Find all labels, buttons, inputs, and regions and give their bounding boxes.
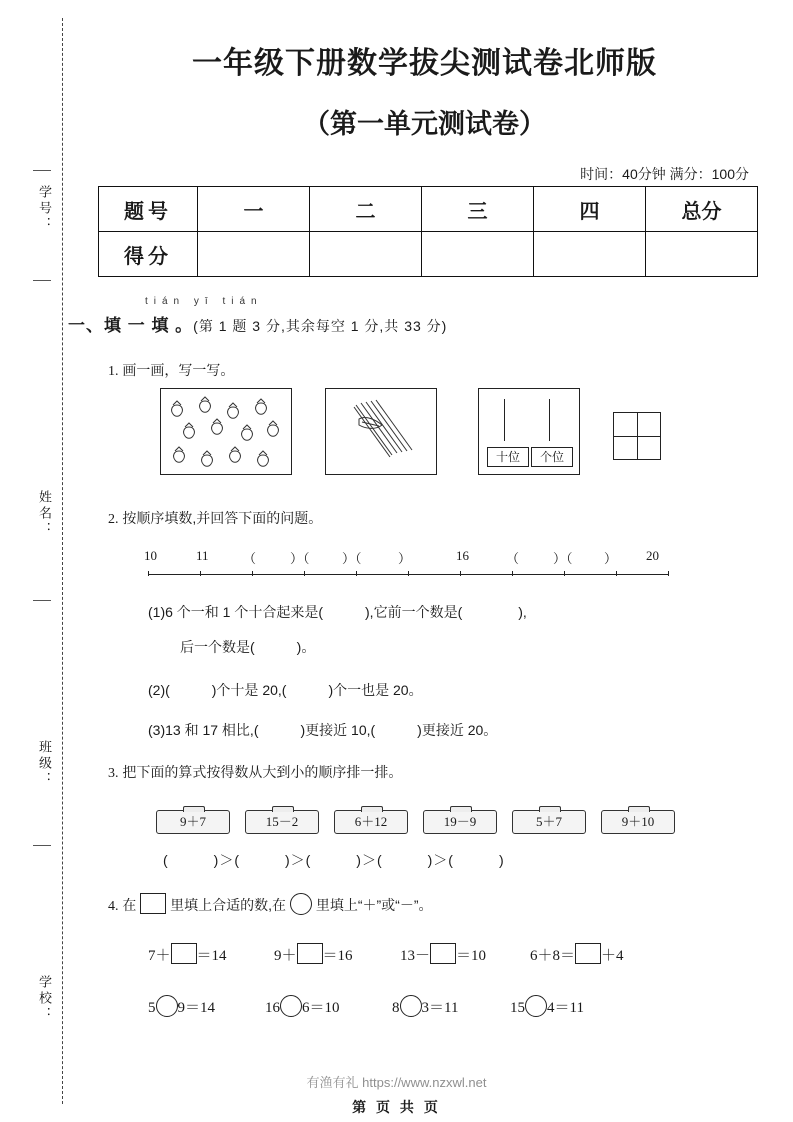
score-cell-1[interactable] <box>198 232 310 277</box>
table-row-header <box>99 187 758 232</box>
strawberry-picture-box <box>160 388 292 475</box>
question-2-sub-2: (2)( )个十是 20,( )个一也是 20。 <box>148 682 423 698</box>
answer-circle-icon[interactable] <box>400 995 422 1017</box>
expression-card-3[interactable] <box>334 810 408 834</box>
q4-r2-i4-right: 4＝11 <box>547 1000 584 1016</box>
number-line-label-10: 10 <box>144 548 157 563</box>
score-col-2: 二 <box>310 187 422 232</box>
side-label-xuexiao: 学校： <box>37 975 52 1023</box>
side-label-banji: 班级： <box>37 740 52 788</box>
tens-stick-1 <box>504 399 505 441</box>
q4-r1-i4-right: ＋4 <box>601 948 624 964</box>
q4-r2-i1-right: 9＝14 <box>177 1000 216 1016</box>
card-tab-icon <box>361 806 383 812</box>
q4-r2-i2-left: 16 <box>265 1000 280 1016</box>
number-line-tick <box>408 571 409 576</box>
card-tab-icon <box>272 806 294 812</box>
q4-r1-i1-right: ＝14 <box>196 948 227 964</box>
side-divider-3 <box>33 600 51 601</box>
side-divider-2 <box>33 280 51 281</box>
question-3-number: 3. <box>108 766 119 781</box>
number-line-blank-6[interactable]: ）（ <box>553 551 573 566</box>
score-row-label-1: 题号 <box>99 187 198 232</box>
number-line-tick <box>304 571 305 576</box>
stick-bundle-picture-box <box>325 388 437 475</box>
score-col-1: 一 <box>198 187 310 232</box>
number-line-blank-4[interactable]: ） <box>398 551 412 566</box>
answer-box-icon[interactable] <box>575 943 601 964</box>
expression-card-4-label: 19－9 <box>443 814 477 829</box>
question-3-answer-line[interactable]: ( )＞( )＞( )＞( )＞( ) <box>163 852 505 868</box>
stick-bundle-icon <box>326 389 436 474</box>
q4-r2-i2-right: 6＝10 <box>302 1000 340 1016</box>
score-col-4: 四 <box>534 187 646 232</box>
answer-circle-icon[interactable] <box>280 995 302 1017</box>
q4-row1-item-1[interactable] <box>148 943 227 965</box>
exam-meta: 时间：40分钟 满分：100分 <box>580 166 749 182</box>
question-1-number: 1. <box>108 364 119 379</box>
q4-r1-i2-left: 9＋ <box>274 948 297 964</box>
watermark: 有渔有礼 https://www.nzxwl.net <box>306 1075 487 1090</box>
number-line-tick <box>252 571 253 576</box>
question-4-label-c: 里填上“＋”或“－”。 <box>315 897 433 913</box>
number-line <box>148 574 668 575</box>
number-line-label-16: 16 <box>456 548 469 563</box>
number-line-tick <box>564 571 565 576</box>
number-line-tick <box>460 571 461 576</box>
number-line-tick <box>668 571 669 576</box>
expression-card-2[interactable] <box>245 810 319 834</box>
q4-r2-i3-left: 8 <box>392 1000 400 1016</box>
q4-row2-item-3[interactable] <box>392 995 458 1017</box>
answer-circle-icon[interactable] <box>525 995 547 1017</box>
section1-pinyin: tián yī tián <box>145 296 263 307</box>
expression-card-4[interactable] <box>423 810 497 834</box>
score-cell-total[interactable] <box>646 232 758 277</box>
question-4-label-a: 在 <box>122 897 137 913</box>
q4-r1-i3-right: ＝10 <box>456 948 487 964</box>
page-subtitle: （第一单元测试卷） <box>303 109 546 139</box>
answer-box-icon[interactable] <box>297 943 323 964</box>
question-2-sub-3: (3)13 和 17 相比,( )更接近 10,( )更接近 20。 <box>148 722 498 738</box>
q4-row1-item-3[interactable] <box>400 943 486 965</box>
card-tab-icon <box>450 806 472 812</box>
number-line-blank-5[interactable]: （ <box>506 551 520 566</box>
question-4-text <box>108 893 433 915</box>
number-line-tick <box>148 571 149 576</box>
number-line-blank-1[interactable]: （ <box>243 551 257 566</box>
question-4-label-b: 里填上合适的数,在 <box>170 897 287 913</box>
question-3-label: 把下面的算式按得数从大到小的顺序排一排。 <box>122 764 403 780</box>
number-line-label-20: 20 <box>646 548 659 563</box>
number-line-blank-7[interactable]: ） <box>604 551 618 566</box>
expression-card-1-label: 9＋7 <box>179 814 206 829</box>
question-1-text <box>108 360 234 380</box>
number-line-tick <box>356 571 357 576</box>
side-label-xuehao: 学号： <box>37 185 52 233</box>
side-divider-4 <box>33 845 51 846</box>
expression-card-5-label: 5＋7 <box>535 814 562 829</box>
score-col-3: 三 <box>422 187 534 232</box>
q4-r2-i3-right: 3＝11 <box>421 1000 459 1016</box>
q4-r1-i2-right: ＝16 <box>322 948 353 964</box>
question-1-label: 画一画，写一写。 <box>122 362 235 378</box>
number-line-label-11: 11 <box>196 548 209 563</box>
score-col-total: 总分 <box>646 187 758 232</box>
q4-r1-i3-left: 13－ <box>400 948 431 964</box>
score-cell-2[interactable] <box>310 232 422 277</box>
q4-r2-i4-left: 15 <box>510 1000 525 1016</box>
left-dashed-rule <box>62 18 63 1104</box>
q4-row2-item-4[interactable] <box>510 995 584 1017</box>
score-cell-4[interactable] <box>534 232 646 277</box>
answer-circle-icon[interactable] <box>156 995 178 1017</box>
number-line-tick <box>616 571 617 576</box>
inline-box-icon <box>140 893 166 914</box>
section1-heading <box>68 311 447 336</box>
place-value-box <box>478 388 580 475</box>
ones-stick-1 <box>549 399 550 441</box>
side-divider-1 <box>33 170 51 171</box>
number-line-tick <box>512 571 513 576</box>
page-title: 一年级下册数学拔尖测试卷北师版 <box>192 47 657 80</box>
score-cell-3[interactable] <box>422 232 534 277</box>
expression-card-3-label: 6＋12 <box>354 814 388 829</box>
question-2-label: 按顺序填数,并回答下面的问题。 <box>122 510 323 526</box>
answer-box-icon[interactable] <box>430 943 456 964</box>
card-tab-icon <box>183 806 205 812</box>
q4-row1-item-4[interactable] <box>530 943 624 965</box>
card-tab-icon <box>539 806 561 812</box>
q4-r1-i4-left: 6＋8＝ <box>530 948 576 964</box>
q4-r1-i1-left: 7＋ <box>148 948 171 964</box>
question-2-sub-1: (1)6 个一和 1 个十合起来是( ),它前一个数是( ), <box>148 604 527 620</box>
ones-label: 个位 <box>531 447 573 467</box>
answer-grid-box[interactable] <box>613 412 661 460</box>
table-row-scores <box>99 232 758 277</box>
expression-card-2-label: 15－2 <box>265 814 299 829</box>
number-line-blank-2[interactable]: ）（ <box>290 551 310 566</box>
q4-row1-item-2[interactable] <box>274 943 353 965</box>
expression-card-5[interactable] <box>512 810 586 834</box>
strawberry-group-icon <box>161 389 291 474</box>
section1-heading-note: (第 1 题 3 分,其余每空 1 分,共 33 分) <box>193 318 448 334</box>
expression-card-6-label: 9＋10 <box>621 814 655 829</box>
section1-heading-text: 一、填 一 填 。 <box>68 316 194 335</box>
question-2-number: 2. <box>108 512 119 527</box>
answer-box-icon[interactable] <box>171 943 197 964</box>
score-table <box>98 186 758 277</box>
number-line-tick <box>200 571 201 576</box>
question-2-sub-1b: 后一个数是( )。 <box>180 639 316 655</box>
expression-card-1[interactable] <box>156 810 230 834</box>
question-3-text <box>108 762 402 782</box>
question-4-number: 4. <box>108 899 119 914</box>
card-tab-icon <box>628 806 650 812</box>
side-label-xingming: 姓名： <box>37 490 52 538</box>
number-line-blank-3[interactable]: ）（ <box>342 551 362 566</box>
expression-card-6[interactable] <box>601 810 675 834</box>
q4-row2-item-2[interactable] <box>265 995 340 1017</box>
question-2-text <box>108 508 322 528</box>
q4-row2-item-1[interactable] <box>148 995 215 1017</box>
page-footer: 第 页 共 页 <box>352 1099 441 1115</box>
tens-label: 十位 <box>487 447 529 467</box>
q4-r2-i1-left: 5 <box>148 1000 156 1016</box>
inline-circle-icon <box>290 893 312 915</box>
score-row-label-2: 得分 <box>99 232 198 277</box>
